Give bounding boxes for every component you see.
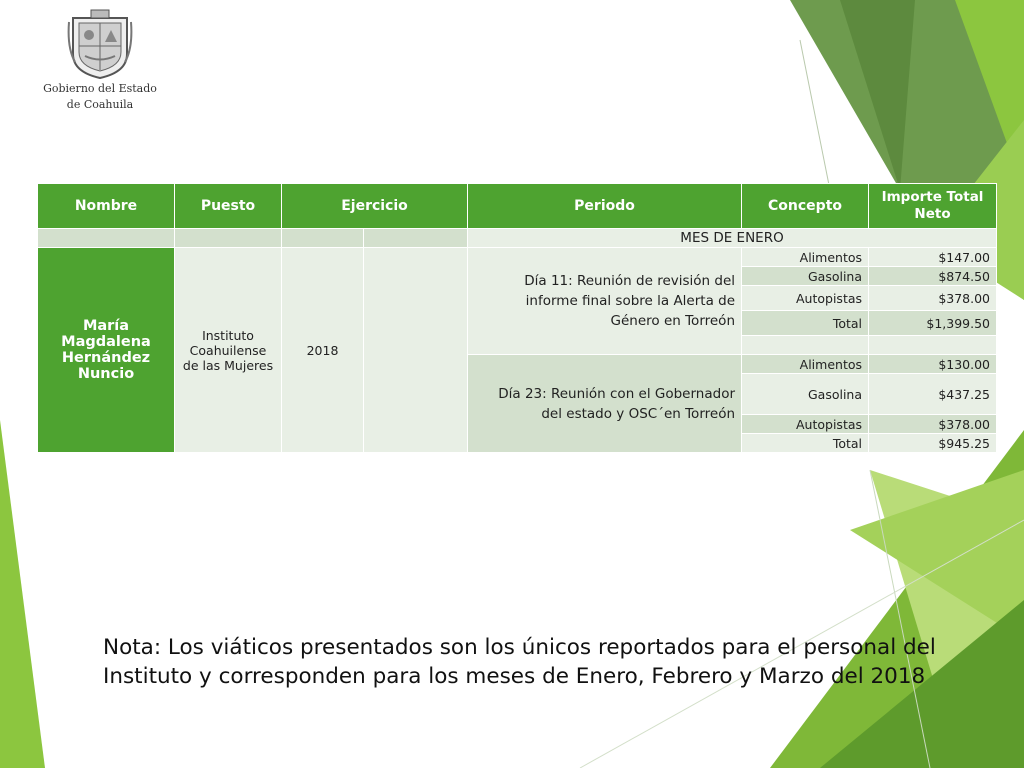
employee-name: María Magdalena Hernández Nuncio bbox=[38, 248, 175, 453]
table-row bbox=[38, 248, 997, 267]
trip-1-importe-gasolina: $874.50 bbox=[869, 267, 997, 286]
ejercicio-year: 2018 bbox=[282, 248, 364, 453]
trip-1-importe-alimentos: $147.00 bbox=[869, 248, 997, 267]
table-header-row bbox=[38, 184, 997, 229]
trip-1-periodo: Día 11: Reunión de revisión del informe final sobre la Alerta de Género en Torreón bbox=[468, 248, 742, 355]
trip-2-concepto-autopistas: Autopistas bbox=[742, 415, 869, 434]
trip-2-importe-gasolina: $437.25 bbox=[869, 374, 997, 415]
trip-1-importe-total: $1,399.50 bbox=[869, 311, 997, 336]
employee-puesto: Instituto Coahuilense de las Mujeres bbox=[175, 248, 282, 453]
header-periodo: Periodo bbox=[468, 184, 742, 229]
trip-1-importe-autopistas: $378.00 bbox=[869, 286, 997, 311]
trip-2-importe-total: $945.25 bbox=[869, 434, 997, 453]
trip-1-concepto-autopistas: Autopistas bbox=[742, 286, 869, 311]
trip-2-concepto-gasolina: Gasolina bbox=[742, 374, 869, 415]
footnote: Nota: Los viáticos presentados son los únicos reportados para el personal del Instituto y corresponden para los meses de Enero, Febrero y Marzo del 2018 bbox=[103, 635, 936, 689]
trip-2-concepto-alimentos: Alimentos bbox=[742, 355, 869, 374]
coat-of-arms-icon bbox=[65, 8, 135, 80]
coahuila-logo bbox=[40, 8, 160, 112]
header-ejercicio: Ejercicio bbox=[282, 184, 468, 229]
trip-2-importe-alimentos: $130.00 bbox=[869, 355, 997, 374]
month-label: MES DE ENERO bbox=[468, 229, 997, 248]
viaticos-table bbox=[37, 183, 997, 453]
trip-1-concepto-gasolina: Gasolina bbox=[742, 267, 869, 286]
trip-2-concepto-total: Total bbox=[742, 434, 869, 453]
trip-2-importe-autopistas: $378.00 bbox=[869, 415, 997, 434]
trip-1-concepto-total: Total bbox=[742, 311, 869, 336]
header-puesto: Puesto bbox=[175, 184, 282, 229]
logo-text-line1: Gobierno del Estado bbox=[43, 82, 157, 95]
trip-2-periodo: Día 23: Reunión con el Gobernador del estado y OSC´en Torreón bbox=[468, 355, 742, 453]
trip-1-concepto-alimentos: Alimentos bbox=[742, 248, 869, 267]
month-row bbox=[38, 229, 997, 248]
logo-text-line2: de Coahuila bbox=[66, 98, 134, 111]
deco-shape-left bbox=[0, 420, 45, 768]
header-nombre: Nombre bbox=[38, 184, 175, 229]
deco-line-1 bbox=[800, 40, 830, 190]
header-concepto: Concepto bbox=[742, 184, 869, 229]
header-importe: Importe Total Neto bbox=[869, 184, 997, 229]
